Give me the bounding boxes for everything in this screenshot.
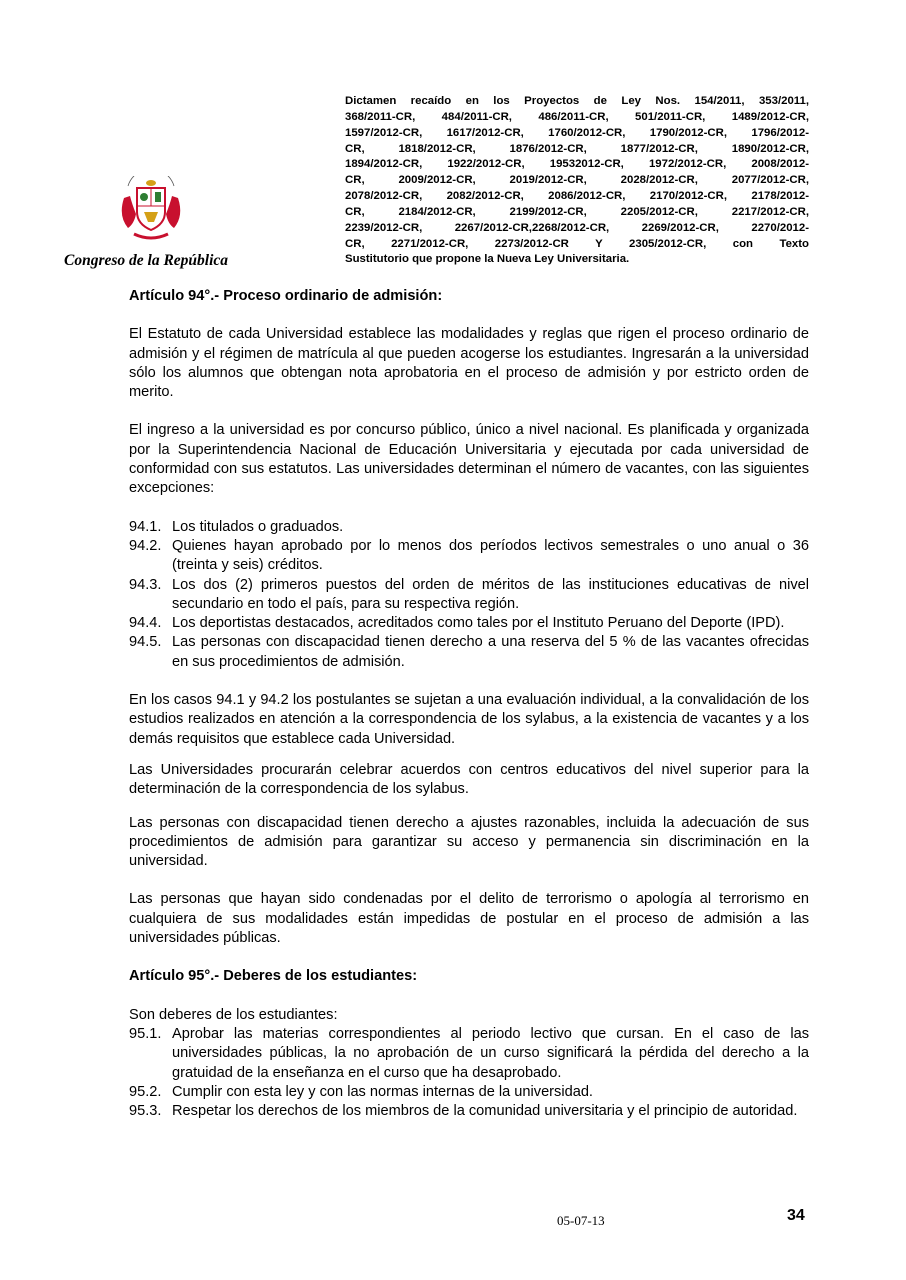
list-item [129,1083,809,1102]
list-item-text: Las personas con discapacidad tienen derecho a una reserva del 5 % de las vacantes ofrecidas en sus procedimientos de admisión. [172,634,809,670]
article-95-duties-list [129,1025,809,1121]
dictamen-line: Sustitutorio que propone la Nueva Ley Universitaria. [345,253,630,266]
list-item-number: 94.3. [129,576,162,593]
dictamen-line: CR, 2184/2012-CR, 2199/2012-CR, 2205/2012-CR, 2217/2012-CR, [345,205,809,218]
article-94-paragraph: En los casos 94.1 y 94.2 los postulantes se sujetan a una evaluación individual, a la convalidación de los estudios realizados en atención a la correspondencia de los sylabus, a la existencia de vacantes y a los demás requisitos que establece cada Universidad. [129,692,809,747]
article-94-paragraph: El Estatuto de cada Universidad establece las modalidades y reglas que rigen el proceso ordinario de admisión y el régimen de matrícula al que pueden acogerse los estudiantes. Ingresarán a la universidad sólo los alumnos que obtengan nota aprobatoria en el proceso de admisión y por estricto orden de merito. [129,326,809,401]
dictamen-line: 1597/2012-CR, 1617/2012-CR, 1760/2012-CR, 1790/2012-CR, 1796/2012- [345,126,809,139]
article-94-paragraph: Las personas que hayan sido condenadas por el delito de terrorismo o apología al terrorismo en cualquiera de sus modalidades están impedidas de postular en el proceso de admisión a las universidades públicas. [129,891,809,947]
list-item-number: 95.2. [129,1083,162,1100]
article-95-intro: Son deberes de los estudiantes: [129,1006,338,1023]
dictamen-header [345,94,809,268]
peru-coat-of-arms-icon [118,176,184,244]
dictamen-line: 2239/2012-CR, 2267/2012-CR,2268/2012-CR, 2269/2012-CR, 2270/2012- [345,221,809,234]
article-94-paragraph: Las Universidades procurarán celebrar acuerdos con centros educativos del nivel superior para la determinación de la correspondencia de los sylabus. [129,761,809,798]
dictamen-line: 2078/2012-CR, 2082/2012-CR, 2086/2012-CR, 2170/2012-CR, 2178/2012- [345,190,809,203]
list-item-text: Cumplir con esta ley y con las normas internas de la universidad. [172,1083,593,1100]
list-item-text: Los titulados o graduados. [172,518,344,535]
list-item [129,518,809,537]
institution-name: Congreso de la República [64,252,229,269]
list-item-text: Quienes hayan aprobado por lo menos dos períodos lectivos semestrales o uno anual o 36 (treinta y seis) créditos. [172,537,809,574]
list-item-number: 94.4. [129,615,162,632]
list-item [129,1025,809,1083]
article-95-heading: Artículo 95°.- Deberes de los estudiantes: [129,968,418,985]
list-item [129,537,809,576]
dictamen-line: Dictamen recaído en los Proyectos de Ley Nos. 154/2011, 353/2011, [345,95,809,107]
list-item [129,1102,809,1121]
list-item-number: 94.2. [129,537,162,554]
document-body [129,287,809,1121]
list-item-text: Aprobar las materias correspondientes al periodo lectivo que cursan. En el caso de las universidades públicas, la no aprobación de un curso significará la pérdida del derecho a la gratuidad de la enseñanza en el curso que ha desaprobado. [172,1025,809,1081]
article-94-paragraph: El ingreso a la universidad es por concurso público, único a nivel nacional. Es planificada y organizada por la Superintendencia Nacional de Educación Universitaria y ejecutada por cada universidad de conformidad con sus estatutos. Las universidades determinan el número de vacantes, con las siguientes excepciones: [129,422,809,497]
list-item [129,576,809,615]
article-94-heading: Artículo 94°.- Proceso ordinario de admisión: [129,288,443,304]
list-item-number: 95.3. [129,1103,162,1120]
page-number: 34 [787,1207,805,1224]
list-item-text: Respetar los derechos de los miembros de la comunidad universitaria y el principio de autoridad. [172,1103,798,1120]
dictamen-line: 368/2011-CR, 484/2011-CR, 486/2011-CR, 501/2011-CR, 1489/2012-CR, [345,110,809,123]
list-item-text: Los dos (2) primeros puestos del orden de méritos de las instituciones educativas de nivel secundario en todo el país, para su respectiva región. [172,576,809,612]
list-item [129,633,809,672]
dictamen-line: 1894/2012-CR, 1922/2012-CR, 19532012-CR, 1972/2012-CR, 2008/2012- [345,158,809,171]
article-94-paragraph: Las personas con discapacidad tienen derecho a ajustes razonables, incluida la adecuación de sus procedimientos de admisión para garantizar su acceso y permanencia sin discriminación en la universidad. [129,814,809,870]
dictamen-line: CR, 2009/2012-CR, 2019/2012-CR, 2028/2012-CR, 2077/2012-CR, [345,174,809,187]
list-item-text: Los deportistas destacados, acreditados como tales por el Instituto Peruano del Deporte (IPD). [172,615,785,632]
dictamen-line: CR, 1818/2012-CR, 1876/2012-CR, 1877/2012-CR, 1890/2012-CR, [345,142,809,155]
footer-date: 05-07-13 [557,1213,605,1228]
list-item-number: 95.1. [129,1025,162,1042]
article-94-exceptions-list [129,518,809,672]
dictamen-line: CR, 2271/2012-CR, 2273/2012-CR Y 2305/2012-CR, con Texto [345,237,809,250]
list-item [129,614,809,633]
list-item-number: 94.5. [129,634,162,651]
list-item-number: 94.1. [129,518,162,535]
